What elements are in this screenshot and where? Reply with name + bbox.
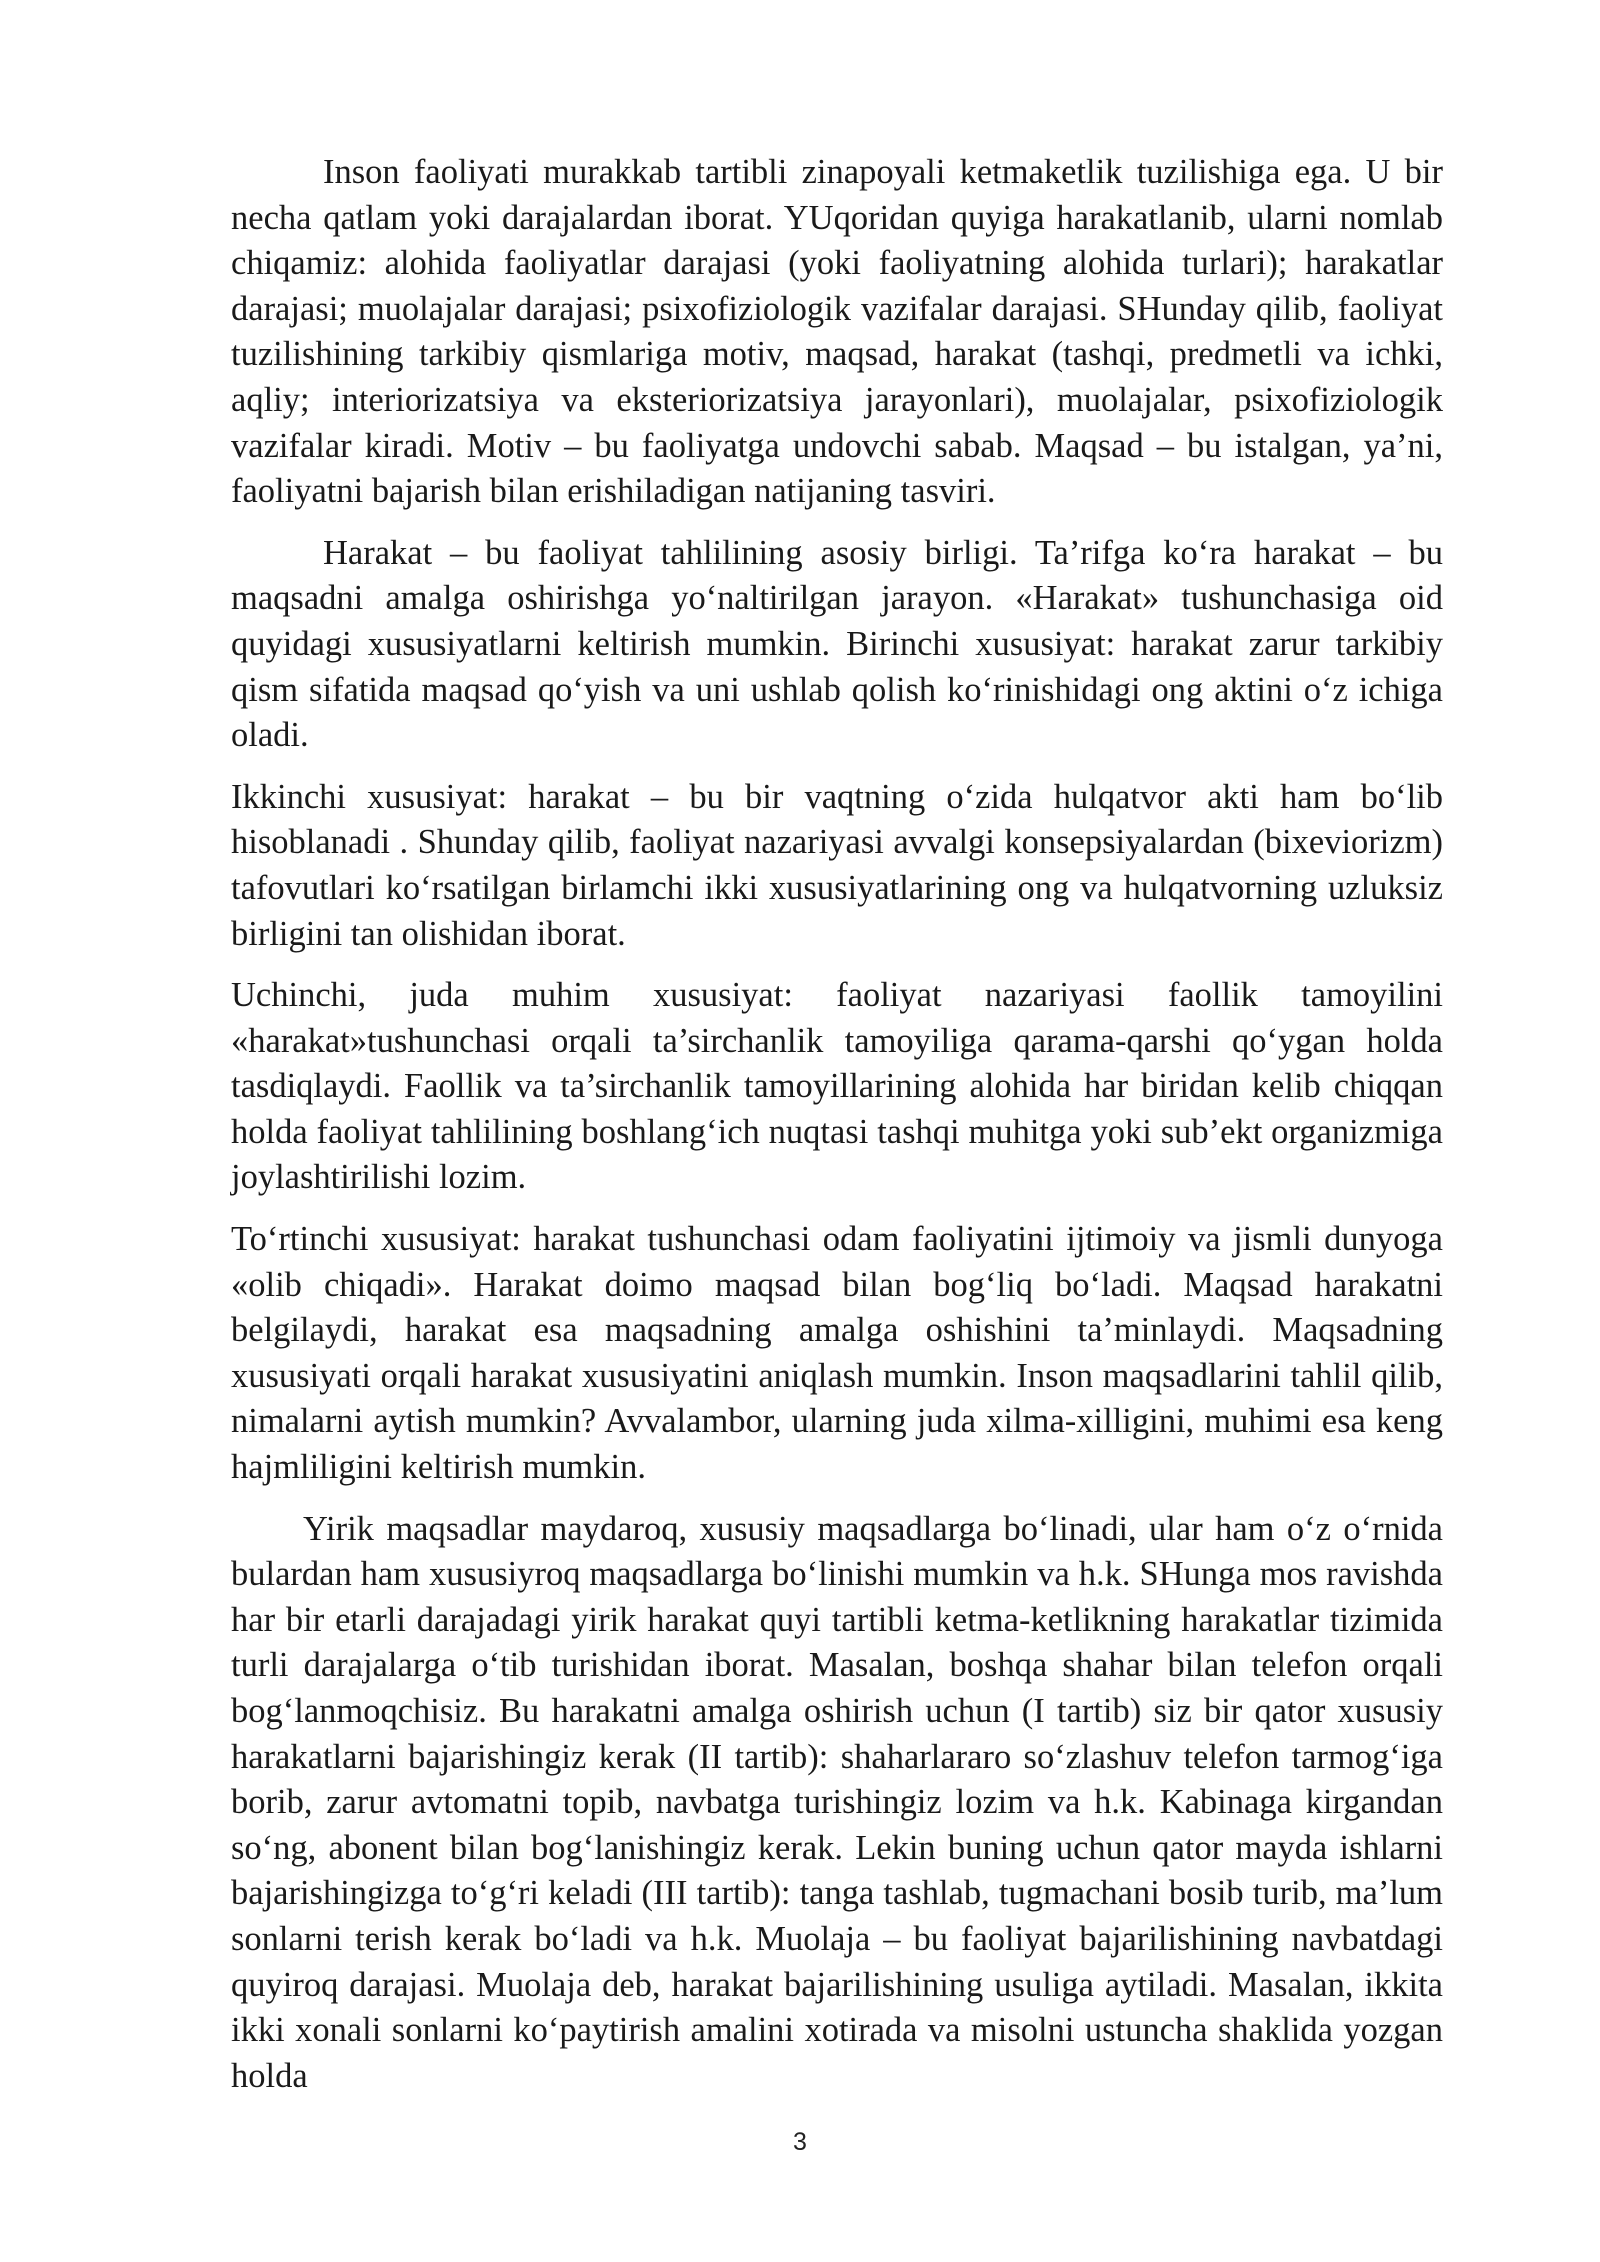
- body-text: [231, 150, 1443, 2115]
- paragraph-2: Harakat – bu faoliyat tahlilining asosiy birligi. Ta’rifga ko‘ra harakat – bu maqsadni amalga oshirishga yo‘naltirilgan jarayon. «Harakat» tushunchasiga oid quyidagi xususiyatlarni keltirish mumkin. Birinchi xususiyat: harakat zarur tarkibiy qism sifatida maqsad qo‘yish va uni ushlab qolish ko‘rinishidagi ong aktini o‘z ichiga oladi.: [231, 533, 1443, 755]
- paragraph-3: Ikkinchi xususiyat: harakat – bu bir vaqtning o‘zida hulqatvor akti ham bo‘lib hisoblanadi . Shunday qilib, faoliyat nazariyasi avvalgi konsepsiyalardan (bixeviorizm) tafovutlari ko‘rsatilgan birlamchi ikki xususiyatlarining ong va hulqatvorning uzluksiz birligini tan olishidan iborat.: [231, 777, 1443, 953]
- paragraph-1: Inson faoliyati murakkab tartibli zinapoyali ketmaketlik tuzilishiga ega. U bir necha qatlam yoki darajalardan iborat. YUqoridan quyiga harakatlanib, ularni nomlab chiqamiz: alohida faoliyatlar darajasi (yoki faoliyatning alohida turlari); harakatlar darajasi; muolajalar darajasi; psixofiziologik vazifalar darajasi. SHunday qilib, faoliyat tuzilishining tarkibiy qismlariga motiv, maqsad, harakat (tashqi, predmetli va ichki, aqliy; interiorizatsiya va eksteriorizatsiya jarayonlari), muolajalar, psixofiziologik vazifalar kiradi. Motiv – bu faoliyatga undovchi sabab. Maqsad – bu istalgan, ya’ni, faoliyatni bajarish bilan erishiladigan natijaning tasviri.: [231, 153, 1443, 511]
- paragraph-4: Uchinchi, juda muhim xususiyat: faoliyat nazariyasi faollik tamoyilini «harakat»tushunchasi orqali ta’sirchanlik tamoyiliga qarama-qarshi qo‘ygan holda tasdiqlaydi. Faollik va ta’sirchanlik tamoyillarining alohida har biridan kelib chiqqan holda faoliyat tahlilining boshlang‘ich nuqtasi tashqi muhitga yoki sub’ekt organizmiga joylashtirilishi lozim.: [231, 976, 1443, 1197]
- page-number: 3: [793, 2128, 807, 2156]
- paragraph-5: To‘rtinchi xususiyat: harakat tushunchasi odam faoliyatini ijtimoiy va jismli dunyoga «olib chiqadi». Harakat doimo maqsad bilan bog‘liq bo‘ladi. Maqsad harakatni belgilaydi, harakat esa maqsadning amalga oshishini ta’minlaydi. Maqsadning xususiyati orqali harakat xususiyatini aniqlash mumkin. Inson maqsadlarini tahlil qilib, nimalarni aytish mumkin? Avvalambor, ularning juda xilma-xilligini, muhimi esa keng hajmliligini keltirish mumkin.: [231, 1220, 1443, 1487]
- paragraph-6: Yirik maqsadlar maydaroq, xususiy maqsadlarga bo‘linadi, ular ham o‘z o‘rnida bulardan ham xususiyroq maqsadlarga bo‘linishi mumkin va h.k. SHunga mos ravishda har bir etarli darajadagi yirik harakat quyi tartibli ketma-ketlikning harakatlar tizimida turli darajalarga o‘tib turishidan iborat. Masalan, boshqa shahar bilan telefon orqali bog‘lanmoqchisiz. Bu harakatni amalga oshirish uchun (I tartib) siz bir qator xususiy harakatlarni bajarishingiz kerak (II tartib): shaharlararo so‘zlashuv telefon tarmog‘iga borib, zarur avtomatni topib, navbatga turishingiz lozim va h.k. Kabinaga kirgandan so‘ng, abonent bilan bog‘lanishingiz kerak. Lekin buning uchun qator mayda ishlarni bajarishingizga to‘g‘ri keladi (III tartib): tanga tashlab, tugmachani bosib turib, ma’lum sonlarni terish kerak bo‘ladi va h.k. Muolaja – bu faoliyat bajarilishining navbatdagi quyiroq darajasi. Muolaja deb, harakat bajarilishining usuliga aytiladi. Masalan, ikkita ikki xonali sonlarni ko‘paytirish amalini xotirada va misolni ustuncha shaklida yozgan holda: [231, 1509, 1443, 2095]
